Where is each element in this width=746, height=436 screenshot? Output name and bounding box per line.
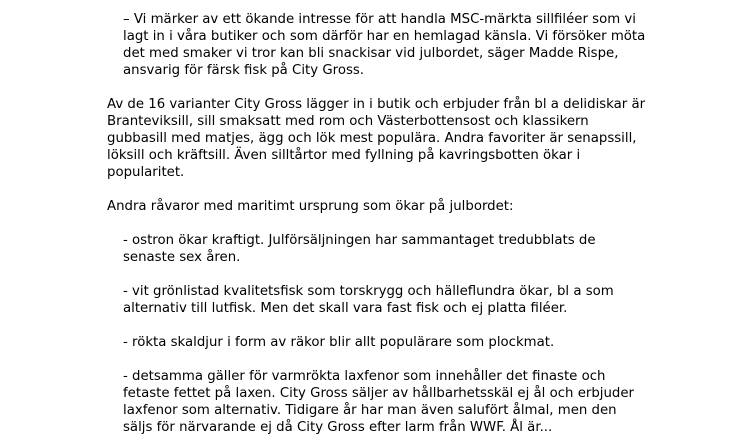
text-line: senaste sex åren.: [123, 250, 241, 265]
text-line: lagt in i våra butiker och som därför har en hemlagad känsla. Vi försöker möta: [123, 29, 646, 44]
text-line: - vit grönlistad kvalitetsfisk som torskrygg och hälleflundra ökar, bl a som: [123, 284, 614, 299]
text-line: fetaste fettet på laxen. City Gross säljer av hållbarhetsskäl ej ål och erbjuder: [123, 386, 634, 401]
text-line: Av de 16 varianter City Gross lägger in i butik och erbjuder från bl a delidiskar är: [107, 97, 646, 112]
text-line: laxfenor som alternativ. Tidigare år har man även salufört ålmal, men den: [123, 403, 617, 418]
list-item-vit-fisk: [123, 283, 614, 317]
text-line: – Vi märker av ett ökande intresse för att handla MSC-märkta sillfiléer som vi: [123, 12, 636, 27]
text-line: Andra råvaror med maritimt ursprung som ökar på julbordet:: [107, 199, 514, 214]
quote-paragraph: [123, 11, 645, 79]
text-line: ansvarig för färsk fisk på City Gross.: [123, 63, 365, 78]
list-item-ostron: [123, 232, 596, 266]
text-line: Branteviksill, sill smaksatt med rom och Västerbottensost och klassikern: [107, 114, 589, 129]
text-line: alternativ till lutfisk. Men det skall vara fast fisk och ej platta filéer.: [123, 301, 568, 316]
text-line: - ostron ökar kraftigt. Julförsäljningen har sammantaget tredubblats de: [123, 233, 596, 248]
text-line: löksill och kräftsill. Även silltårtor med fyllning på kavringsbotten ökar i: [107, 148, 581, 163]
text-line: gubbasill med matjes, ägg och lök mest populära. Andra favoriter är senapssill,: [107, 131, 637, 146]
text-line: säljs för närvarande ej då City Gross efter larm från WWF. Ål är...: [123, 420, 553, 435]
body-paragraph-varieties: [107, 96, 645, 181]
text-line: popularitet.: [107, 165, 185, 180]
text-line: det med smaker vi tror kan bli snackisar vid julbordet, säger Madde Rispe,: [123, 46, 619, 61]
list-item-skaldjur: [123, 334, 554, 351]
text-line: - detsamma gäller för varmrökta laxfenor som innehåller det finaste och: [123, 369, 606, 384]
body-paragraph-intro: [107, 198, 514, 215]
text-line: - rökta skaldjur i form av räkor blir allt populärare som plockmat.: [123, 335, 555, 350]
list-item-laxfenor: [123, 368, 634, 436]
